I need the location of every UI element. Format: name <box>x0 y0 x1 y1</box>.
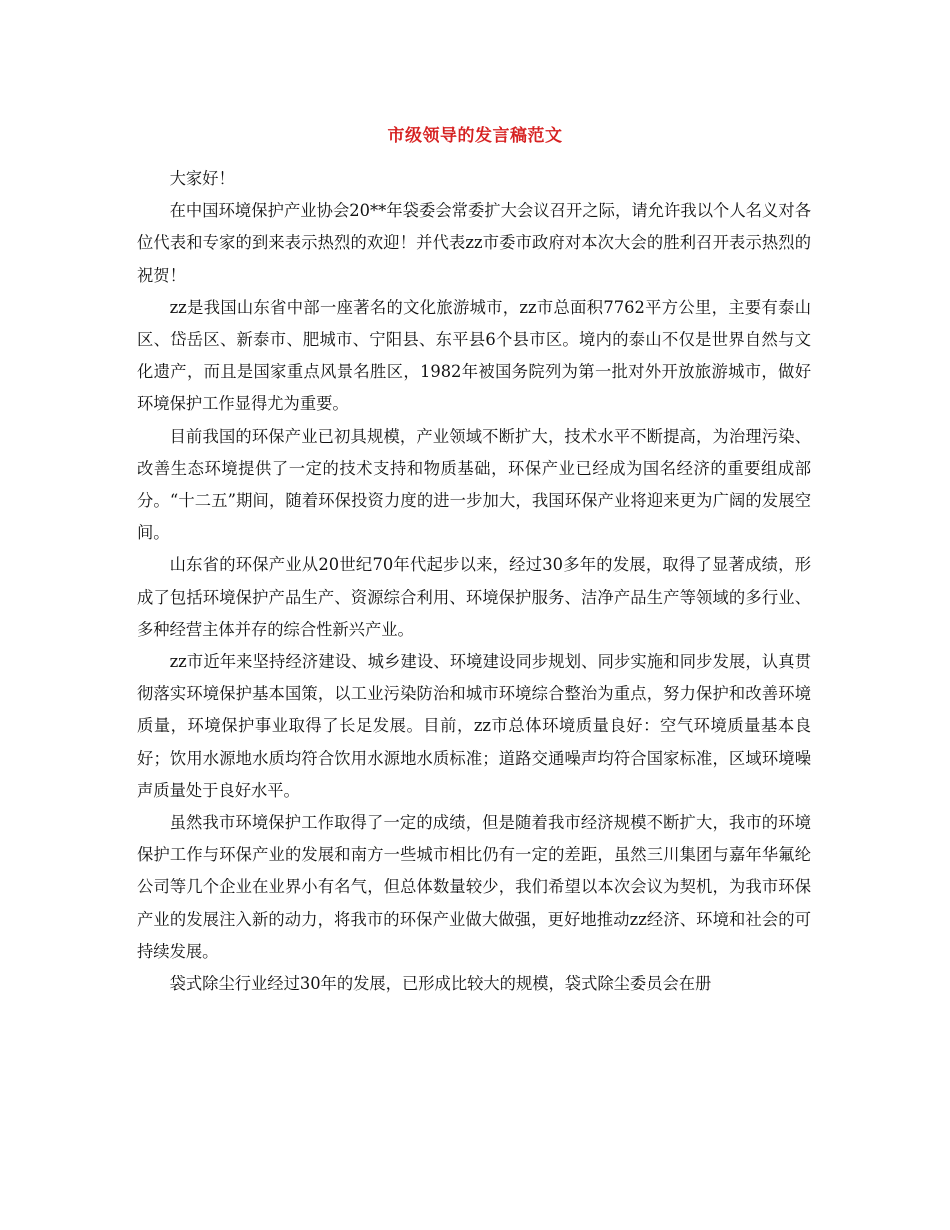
paragraph-bag-filter-industry: 袋式除尘行业经过30年的发展，已形成比较大的规模，袋式除尘委员会在册 <box>169 974 712 994</box>
paragraph-shandong-industry: 山东省的环保产业从20世纪70年代起步以来，经过30多年的发展，取得了显著成绩，形成了包括环境保护产品生产、资源综合利用、环境保护服务、洁净产品生产等领域的多行业、多种经营主体并存的综合性新兴产业。 <box>137 555 811 639</box>
paragraph-national-industry: 目前我国的环保产业已初具规模，产业领域不断扩大，技术水平不断提高，为治理污染、改善生态环境提供了一定的技术支持和物质基础，环保产业已经成为国名经济的重要组成部分。“十二五”期间，随着环保投资力度的进一步加大，我国环保产业将迎来更为广阔的发展空间。 <box>137 426 811 543</box>
paragraph-city-intro: zz是我国山东省中部一座著名的文化旅游城市，zz市总面积7762平方公里，主要有泰山区、岱岳区、新泰市、肥城市、宁阳县、东平县6个县市区。境内的泰山不仅是世界自然与文化遗产，而且是国家重点风景名胜区，1982年被国务院列为第一批对外开放旅游城市，做好环境保护工作显得尤为重要。 <box>137 297 811 414</box>
document-body <box>137 163 811 1000</box>
paragraph-city-achievements: zz市近年来坚持经济建设、城乡建设、环境建设同步规划、同步实施和同步发展，认真贯彻落实环境保护基本国策，以工业污染防治和城市环境综合整治为重点，努力保护和改善环境质量，环境保护事业取得了长足发展。目前，zz市总体环境质量良好：空气环境质量基本良好；饮用水源地水质均符合饮用水源地水质标准；道路交通噪声均符合国家标准，区域环境噪声质量处于良好水平。 <box>137 652 811 800</box>
document-title: 市级领导的发言稿范文 <box>387 126 563 146</box>
paragraph-welcome: 在中国环境保护产业协会20**年袋委会常委扩大会议召开之际，请允许我以个人名义对各位代表和专家的到来表示热烈的欢迎！并代表zz市委市政府对本次大会的胜利召开表示热烈的祝贺！ <box>137 201 811 285</box>
paragraph-greeting: 大家好！ <box>169 169 235 188</box>
paragraph-gaps-and-goals: 虽然我市环境保护工作取得了一定的成绩，但是随着我市经济规模不断扩大，我市的环境保护工作与环保产业的发展和南方一些城市相比仍有一定的差距，虽然三川集团与嘉年华氟纶公司等几个企业在业界小有名气，但总体数量较少，我们希望以本次会议为契机，为我市环保产业的发展注入新的动力，将我市的环保产业做大做强，更好地推动zz经济、环境和社会的可持续发展。 <box>137 813 811 961</box>
